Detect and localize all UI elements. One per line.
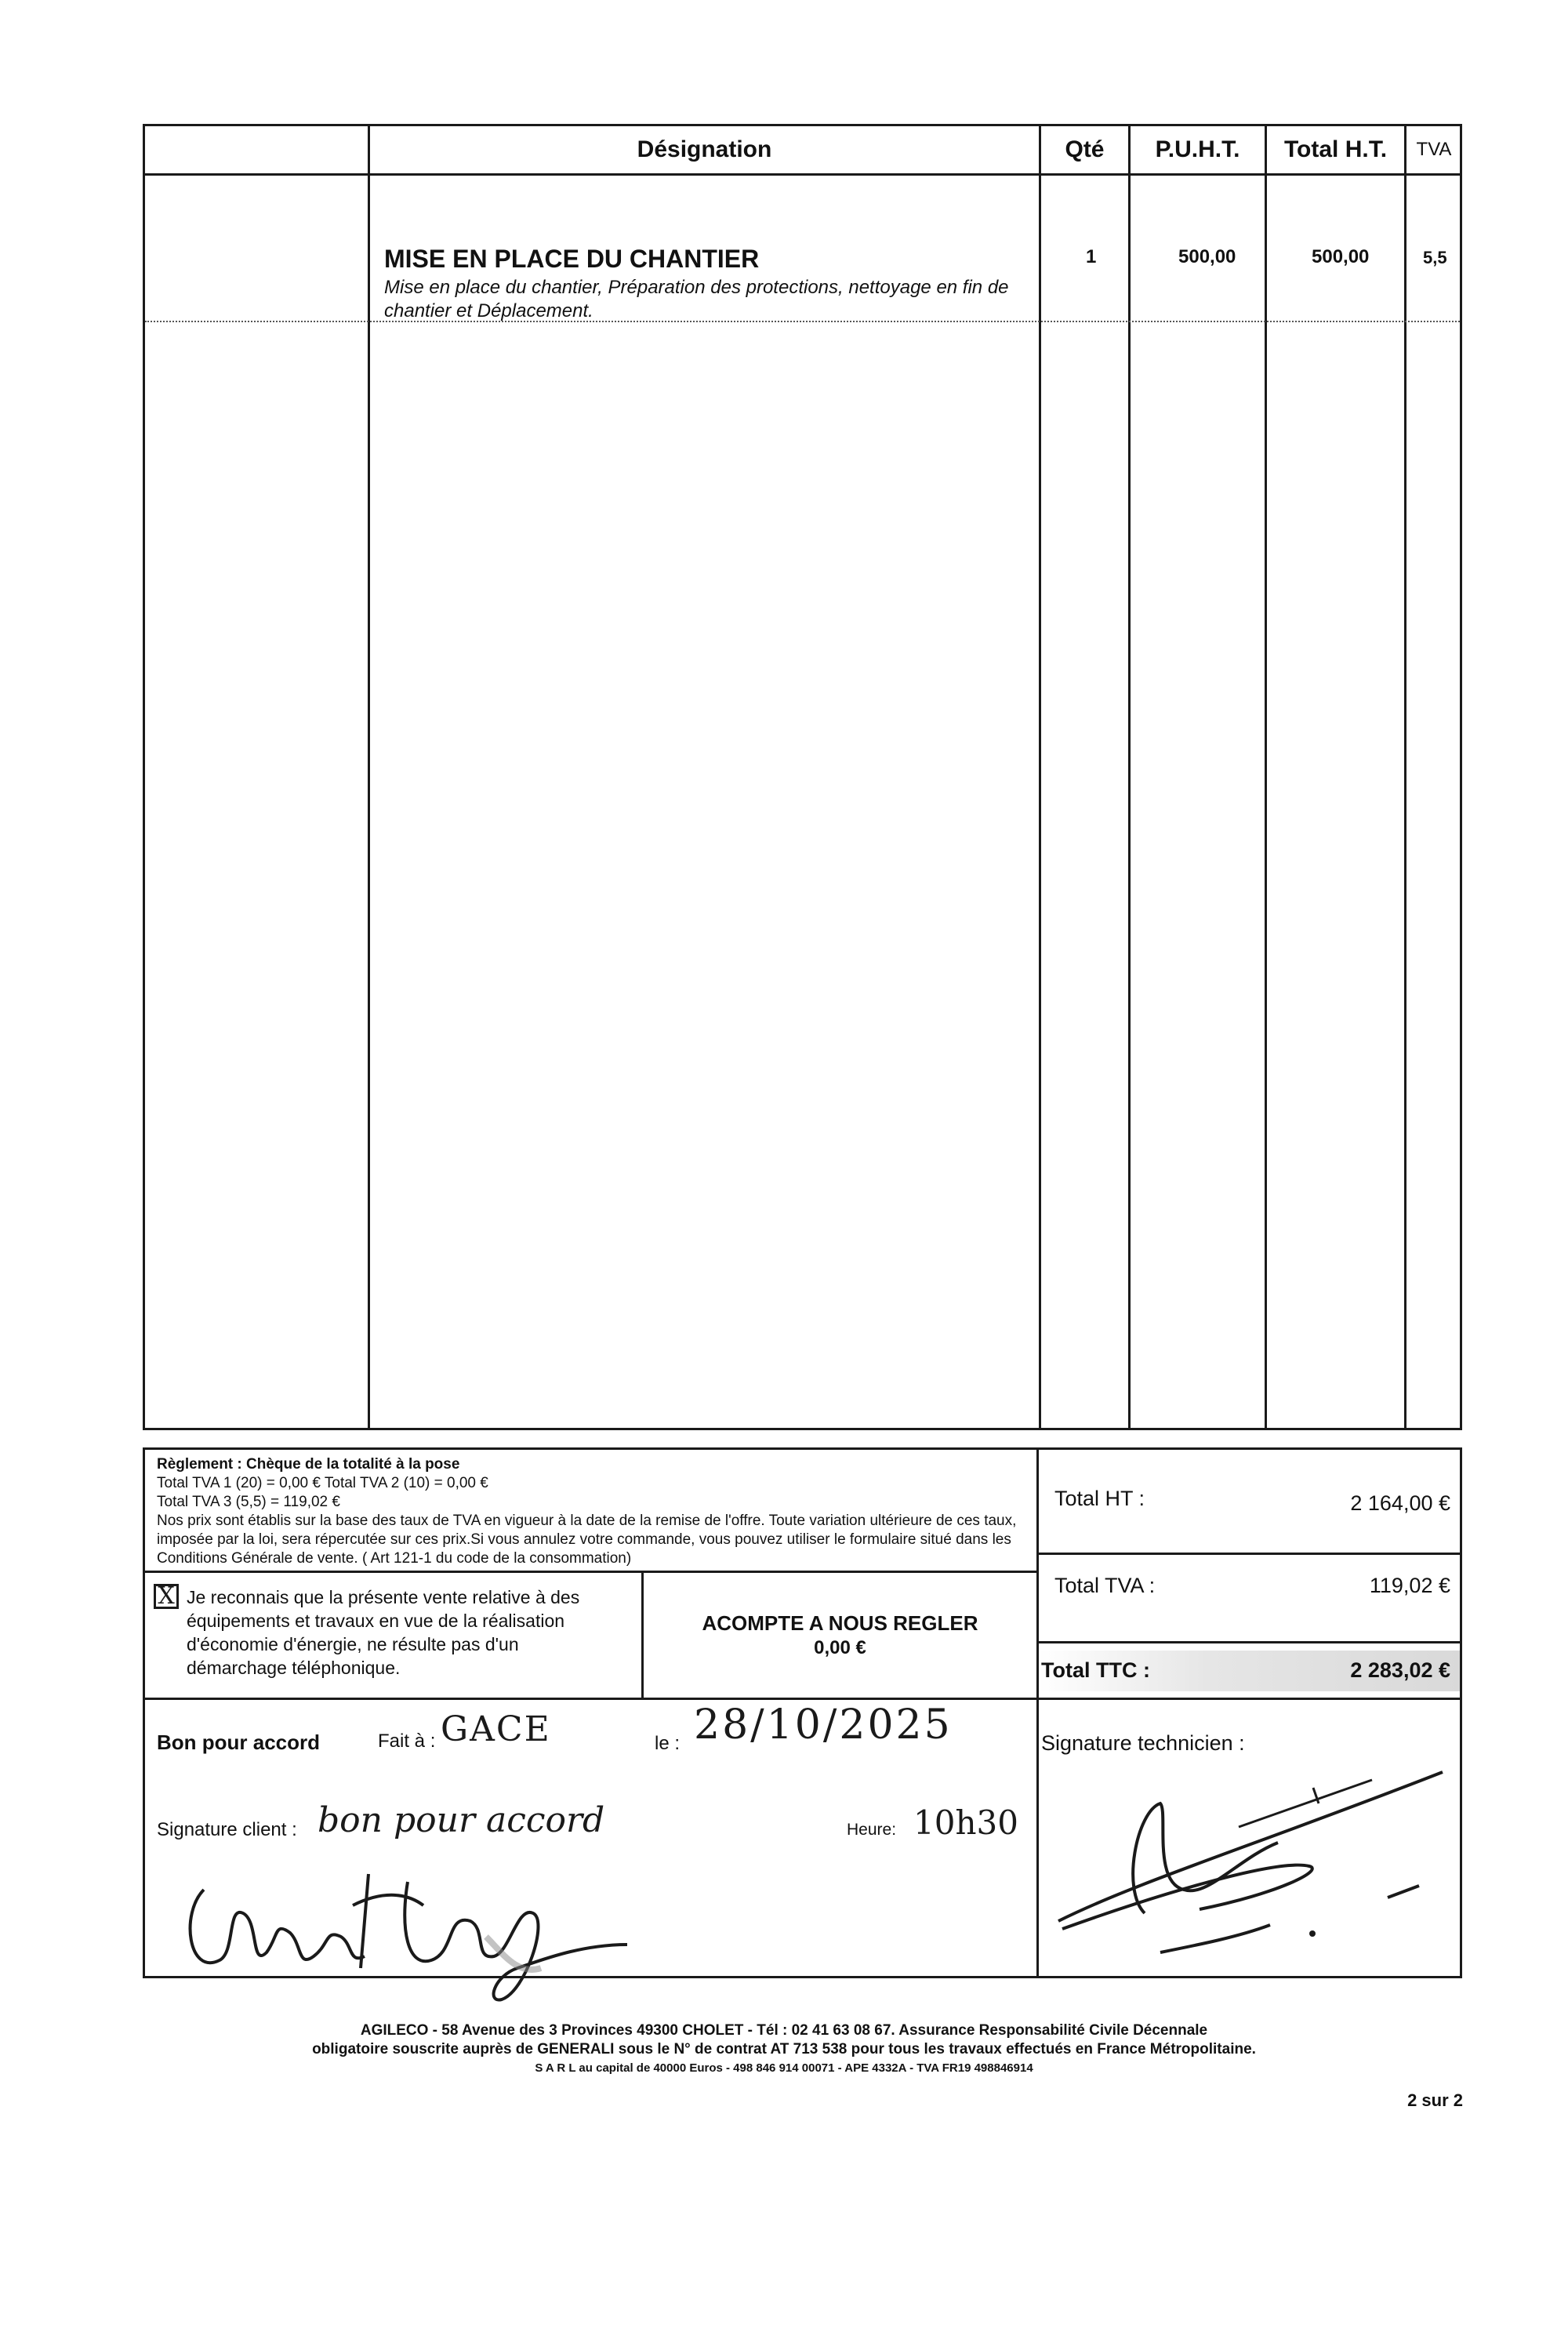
reglement-notice: Nos prix sont établis sur la base des taux de TVA en vigueur à la date de la remise de l'offre. Toute variation ultérieure de ces taux, imposée par la loi, sera répercutée sur ces prix.Si vous annulez votre commande, vous pouvez utiliser le formulaire situé dans les Conditions Générale de vente. ( Art 121-1 du code de la consommation) [157, 1513, 1017, 1567]
header-tva: TVA [1416, 139, 1452, 160]
total-ht-label: Total HT : [1054, 1487, 1145, 1510]
total-ht-value: 2 164,00 € [1350, 1491, 1450, 1515]
row-title: MISE EN PLACE DU CHANTIER [384, 245, 760, 273]
total-tva-label: Total TVA : [1054, 1574, 1156, 1597]
heure-label: Heure: [847, 1821, 897, 1839]
header-puht: P.U.H.T. [1155, 136, 1240, 162]
reglement-tva3-line: Total TVA 3 (5,5) = 119,02 € [157, 1494, 340, 1510]
page-number: 2 sur 2 [1407, 2090, 1463, 2110]
total-tva-value: 119,02 € [1369, 1574, 1450, 1597]
checkbox-mark: X [158, 1582, 175, 1610]
header-total-ht: Total H.T. [1283, 136, 1388, 162]
row-puht: 500,00 [1178, 246, 1236, 267]
signature-client-handwritten: bon pour accord [318, 1800, 605, 1840]
row-qte: 1 [1086, 246, 1097, 267]
header-qte: Qté [1065, 136, 1105, 162]
technician-signature [1043, 1756, 1458, 1976]
signature-technicien-label: Signature technicien : [1041, 1731, 1245, 1755]
footer-line-1: AGILECO - 58 Avenue des 3 Provinces 49300 CHOLET - Tél : 02 41 63 08 67. Assurance Responsabilité Civile Décennale [360, 2022, 1208, 2039]
row-tva: 5,5 [1423, 248, 1447, 267]
reglement-tva-line: Total TVA 1 (20) = 0,00 € Total TVA 2 (10) = 0,00 € [157, 1475, 488, 1491]
heure-value: 10h30 [913, 1803, 1018, 1842]
total-ttc-label: Total TTC : [1041, 1658, 1150, 1682]
le-label: le : [655, 1733, 681, 1754]
total-ttc-value: 2 283,02 € [1350, 1658, 1450, 1682]
fait-a-value: GACE [441, 1709, 551, 1749]
signature-client-label: Signature client : [157, 1819, 297, 1840]
reglement-block [157, 1455, 1027, 1568]
footer-line-2: obligatoire souscrite auprès de GENERALI sous le N° de contrat AT 713 538 pour tous les travaux effectués en France Métropolitaine. [312, 2041, 1256, 2057]
bon-pour-accord-label: Bon pour accord [157, 1731, 321, 1754]
acompte-value: 0,00 € [814, 1637, 866, 1658]
declaration-text: Je reconnais que la présente vente relative à des équipements et travaux en vue de la réalisation d'économie d'énergie, ne résulte pas d'un démarchage téléphonique. [187, 1587, 580, 1678]
footer [157, 2021, 1411, 2078]
items-table [143, 124, 1462, 1430]
reglement-title: Règlement : Chèque de la totalité à la pose [157, 1456, 460, 1473]
footer-line-3: S A R L au capital de 40000 Euros - 498 846 914 00071 - APE 4332A - TVA FR19 498846914 [535, 2061, 1033, 2075]
fait-a-label: Fait à : [378, 1731, 436, 1752]
table-row [145, 176, 1460, 450]
acompte-label: ACOMPTE A NOUS REGLER [702, 1611, 978, 1635]
header-designation: Désignation [637, 136, 772, 162]
row-description: Mise en place du chantier, Préparation des protections, nettoyage en fin de chantier et Déplacement. [384, 277, 1009, 321]
row-total-ht: 500,00 [1312, 246, 1370, 267]
declaration-checkbox[interactable] [154, 1584, 179, 1609]
client-signature [172, 1858, 643, 2007]
row-separator [145, 321, 1460, 322]
le-value: 28/10/2025 [694, 1702, 953, 1749]
